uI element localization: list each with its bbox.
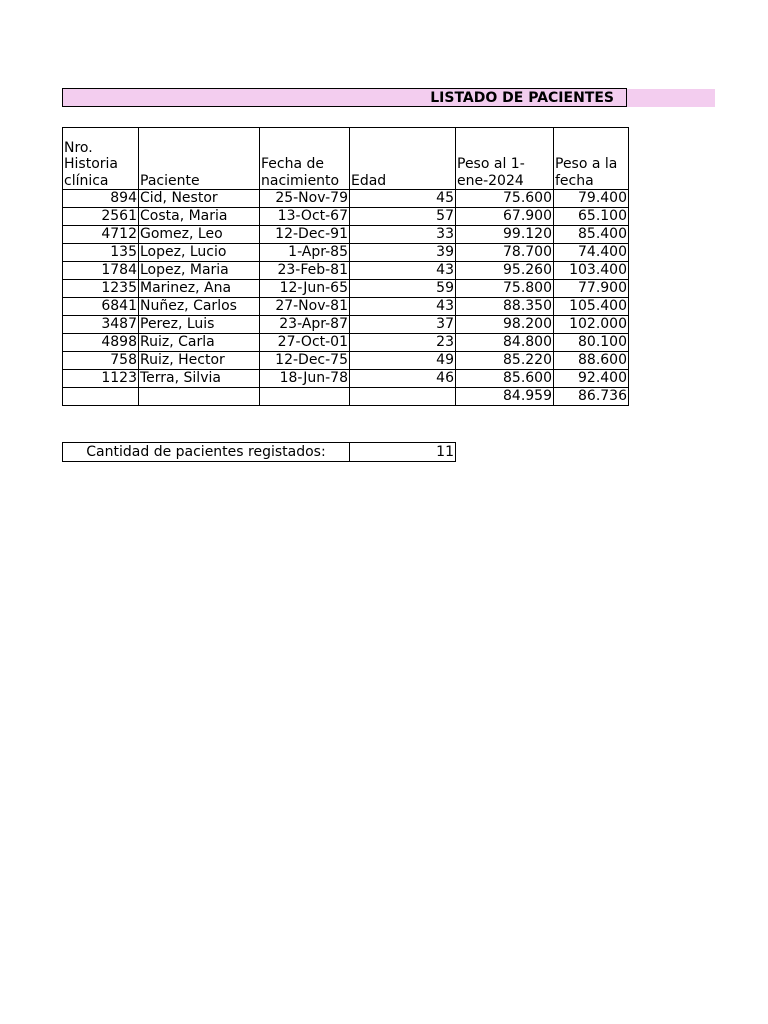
cell-fecha-nacimiento: 25-Nov-79 (260, 190, 350, 208)
cell-nro-historia: 4898 (63, 334, 139, 352)
cell-peso-actual: 77.900 (554, 280, 629, 298)
cell-paciente: Terra, Silvia (139, 370, 260, 388)
cell-nro-historia: 894 (63, 190, 139, 208)
cell-peso-inicial: 98.200 (456, 316, 554, 334)
cell-fecha-nacimiento: 27-Oct-01 (260, 334, 350, 352)
title-band-extension (627, 89, 715, 107)
cell-peso-actual: 105.400 (554, 298, 629, 316)
empty-cell (350, 388, 456, 406)
cell-peso-actual: 102.000 (554, 316, 629, 334)
table-row (63, 370, 629, 388)
cell-peso-actual: 65.100 (554, 208, 629, 226)
table-row (63, 352, 629, 370)
patients-table (62, 127, 629, 406)
table-row (63, 190, 629, 208)
table-row (63, 334, 629, 352)
cell-edad: 43 (350, 262, 456, 280)
cell-fecha-nacimiento: 23-Apr-87 (260, 316, 350, 334)
cell-fecha-nacimiento: 12-Jun-65 (260, 280, 350, 298)
cell-nro-historia: 758 (63, 352, 139, 370)
averages-row (63, 388, 629, 406)
cell-peso-inicial: 84.800 (456, 334, 554, 352)
header-fecha-nacimiento: Fecha de nacimiento (260, 128, 350, 190)
cell-paciente: Perez, Luis (139, 316, 260, 334)
average-peso-actual: 86.736 (554, 388, 629, 406)
average-peso-inicial: 84.959 (456, 388, 554, 406)
cell-fecha-nacimiento: 12-Dec-91 (260, 226, 350, 244)
cell-fecha-nacimiento: 23-Feb-81 (260, 262, 350, 280)
cell-nro-historia: 135 (63, 244, 139, 262)
cell-peso-inicial: 78.700 (456, 244, 554, 262)
cell-edad: 23 (350, 334, 456, 352)
cell-paciente: Costa, Maria (139, 208, 260, 226)
cell-peso-actual: 92.400 (554, 370, 629, 388)
cell-nro-historia: 3487 (63, 316, 139, 334)
empty-cell (260, 388, 350, 406)
cell-peso-inicial: 88.350 (456, 298, 554, 316)
empty-cell (139, 388, 260, 406)
table-row (63, 280, 629, 298)
table-row (63, 244, 629, 262)
cell-edad: 57 (350, 208, 456, 226)
cell-peso-actual: 103.400 (554, 262, 629, 280)
cell-peso-inicial: 85.220 (456, 352, 554, 370)
cell-peso-actual: 79.400 (554, 190, 629, 208)
cell-peso-actual: 80.100 (554, 334, 629, 352)
cell-edad: 39 (350, 244, 456, 262)
cell-peso-inicial: 99.120 (456, 226, 554, 244)
cell-edad: 46 (350, 370, 456, 388)
cell-peso-inicial: 95.260 (456, 262, 554, 280)
cell-fecha-nacimiento: 12-Dec-75 (260, 352, 350, 370)
cell-peso-actual: 85.400 (554, 226, 629, 244)
cell-edad: 37 (350, 316, 456, 334)
header-nro-historia: Nro. Historia clínica (63, 128, 139, 190)
cell-nro-historia: 2561 (63, 208, 139, 226)
cell-fecha-nacimiento: 1-Apr-85 (260, 244, 350, 262)
patient-count-box (62, 442, 456, 462)
empty-cell (63, 388, 139, 406)
cell-peso-inicial: 85.600 (456, 370, 554, 388)
count-row (63, 443, 456, 462)
cell-edad: 45 (350, 190, 456, 208)
cell-nro-historia: 6841 (63, 298, 139, 316)
count-label: Cantidad de pacientes registados: (63, 443, 350, 462)
cell-paciente: Ruiz, Hector (139, 352, 260, 370)
cell-paciente: Gomez, Leo (139, 226, 260, 244)
cell-peso-inicial: 75.800 (456, 280, 554, 298)
cell-fecha-nacimiento: 18-Jun-78 (260, 370, 350, 388)
cell-nro-historia: 1784 (63, 262, 139, 280)
cell-paciente: Lopez, Maria (139, 262, 260, 280)
header-paciente: Paciente (139, 128, 260, 190)
cell-peso-inicial: 67.900 (456, 208, 554, 226)
cell-paciente: Cid, Nestor (139, 190, 260, 208)
cell-paciente: Nuñez, Carlos (139, 298, 260, 316)
cell-nro-historia: 1235 (63, 280, 139, 298)
table-row (63, 226, 629, 244)
cell-nro-historia: 4712 (63, 226, 139, 244)
cell-edad: 59 (350, 280, 456, 298)
header-row (63, 128, 629, 190)
cell-fecha-nacimiento: 27-Nov-81 (260, 298, 350, 316)
cell-paciente: Ruiz, Carla (139, 334, 260, 352)
cell-edad: 43 (350, 298, 456, 316)
table-row (63, 316, 629, 334)
table-row (63, 208, 629, 226)
header-peso-actual: Peso a la fecha (554, 128, 629, 190)
table-row (63, 262, 629, 280)
cell-paciente: Marinez, Ana (139, 280, 260, 298)
table-row (63, 298, 629, 316)
count-value: 11 (350, 443, 456, 462)
cell-edad: 33 (350, 226, 456, 244)
cell-peso-actual: 74.400 (554, 244, 629, 262)
title-band (62, 88, 627, 107)
cell-nro-historia: 1123 (63, 370, 139, 388)
cell-edad: 49 (350, 352, 456, 370)
cell-fecha-nacimiento: 13-Oct-67 (260, 208, 350, 226)
cell-peso-inicial: 75.600 (456, 190, 554, 208)
header-edad: Edad (350, 128, 456, 190)
header-peso-inicial: Peso al 1-ene-2024 (456, 128, 554, 190)
page-title: LISTADO DE PACIENTES (430, 90, 614, 106)
cell-peso-actual: 88.600 (554, 352, 629, 370)
cell-paciente: Lopez, Lucio (139, 244, 260, 262)
